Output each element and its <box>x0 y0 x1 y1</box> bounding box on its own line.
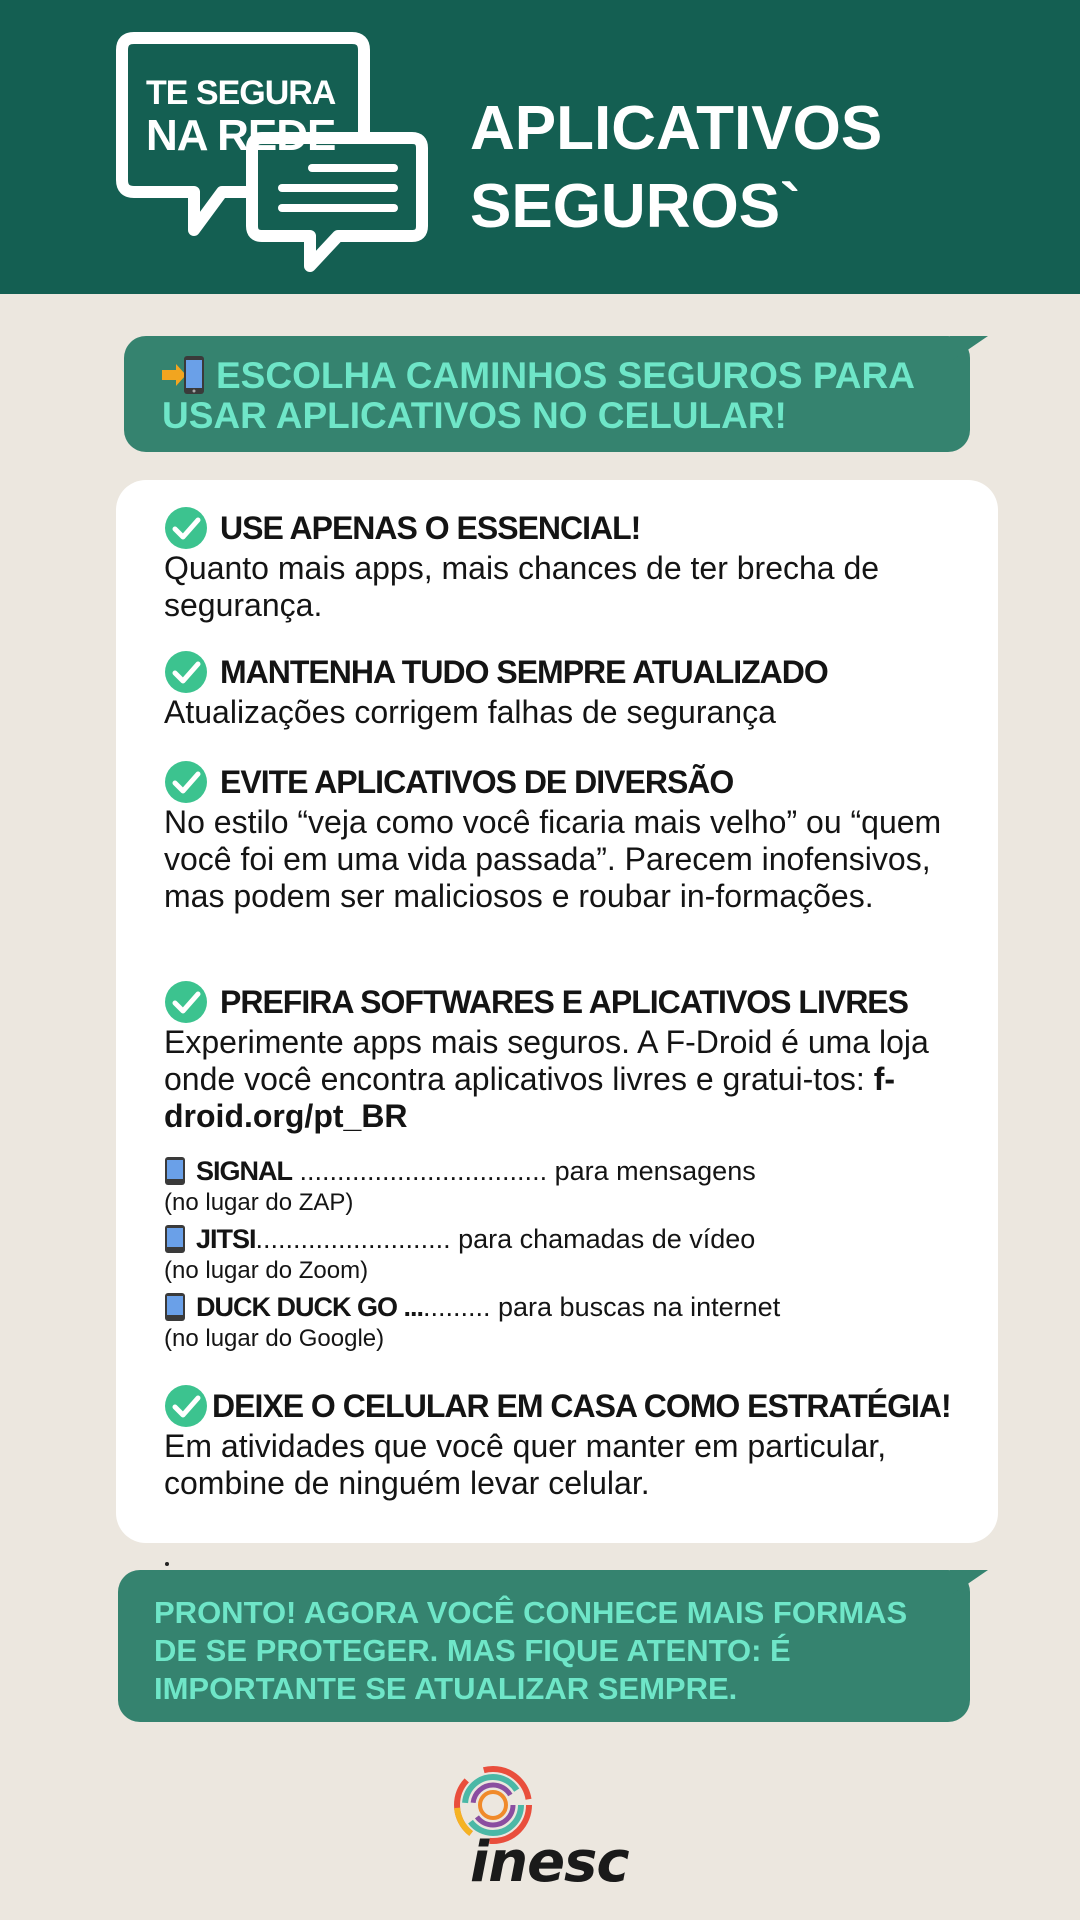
tip-title: USE APENAS O ESSENCIAL! <box>220 509 641 546</box>
tip-body-text: Experimente apps mais seguros. A F-Droid é uma loja onde você encontra aplicativos livres e gratui-tos: <box>164 1024 929 1097</box>
closing-text: PRONTO! AGORA VOCÊ CONHECE MAIS FORMAS DE SE PROTEGER. MAS FIQUE ATENTO: É IMPORTANTE SE ATUALIZAR SEMPRE. <box>154 1595 908 1706</box>
fdroid-link[interactable]: f-droid.org/pt_BR <box>164 1061 896 1134</box>
app-item <box>164 1154 974 1188</box>
app-use: para chamadas de vídeo <box>450 1224 756 1254</box>
app-use: para mensagens <box>547 1156 756 1186</box>
app-name: DUCK DUCK GO ... <box>196 1292 423 1322</box>
inesc-wordmark: inesc <box>470 1830 629 1895</box>
header-banner <box>0 0 1080 294</box>
app-note: (no lugar do Google) <box>164 1325 385 1352</box>
page-title <box>470 90 1030 246</box>
logo-wordmark <box>146 72 346 158</box>
tip-body <box>164 1024 974 1135</box>
tips-card <box>116 480 998 1543</box>
app-name: JITSI <box>196 1224 256 1254</box>
check-circle-icon <box>164 760 208 804</box>
intro-text-block <box>162 356 942 436</box>
check-circle-icon <box>164 506 208 550</box>
app-note: (no lugar do ZAP) <box>164 1189 354 1216</box>
tip-body: Quanto mais apps, mais chances de ter brecha de segurança. <box>164 550 880 623</box>
app-note: (no lugar do Zoom) <box>164 1257 369 1284</box>
logo-line-1: TE SEGURA <box>146 74 336 112</box>
tip-title: DEIXE O CELULAR EM CASA COMO ESTRATÉGIA! <box>212 1387 951 1424</box>
tip-body: Em atividades que você quer manter em particular, combine de ninguém levar celular. <box>164 1428 887 1501</box>
tip-item <box>164 980 974 1135</box>
tip-body: No estilo “veja como você ficaria mais velho” ou “quem você foi em uma vida passada”. Parecem inofensivos, mas podem ser maliciosos e roubar in-formações. <box>164 804 942 914</box>
tip-item <box>164 760 974 915</box>
intro-bubble <box>124 336 970 452</box>
check-circle-icon <box>164 1384 208 1428</box>
mobile-phone-icon <box>164 1293 186 1321</box>
mobile-phone-icon <box>164 1157 186 1185</box>
title-line-1: APLICATIVOS <box>470 94 883 163</box>
app-use: para buscas na internet <box>490 1292 781 1322</box>
app-name: SIGNAL <box>196 1156 293 1186</box>
app-dots: .......................... <box>255 1224 451 1254</box>
tip-item <box>164 506 974 624</box>
check-circle-icon <box>164 650 208 694</box>
stray-dot <box>165 1562 169 1566</box>
tip-item <box>164 1384 974 1502</box>
logo-line-2: NA REDE <box>146 111 336 160</box>
tip-title: EVITE APLICATIVOS DE DIVERSÃO <box>220 763 734 800</box>
intro-text: ESCOLHA CAMINHOS SEGUROS PARA USAR APLICATIVOS NO CELULAR! <box>162 355 914 436</box>
closing-bubble <box>118 1570 970 1722</box>
app-item <box>164 1290 974 1324</box>
tip-title: PREFIRA SOFTWARES E APLICATIVOS LIVRES <box>220 983 908 1020</box>
app-list <box>164 1154 974 1358</box>
app-dots: ......... <box>423 1292 491 1322</box>
mobile-phone-icon <box>164 1225 186 1253</box>
tip-item <box>164 650 974 731</box>
tip-title: MANTENHA TUDO SEMPRE ATUALIZADO <box>220 653 828 690</box>
app-item <box>164 1222 974 1256</box>
tip-body: Atualizações corrigem falhas de segurança <box>164 694 776 730</box>
app-dots: ................................. <box>292 1156 548 1186</box>
check-circle-icon <box>164 980 208 1024</box>
title-line-2: SEGUROS` <box>470 172 801 241</box>
mobile-phone-arrow-icon <box>162 356 208 394</box>
